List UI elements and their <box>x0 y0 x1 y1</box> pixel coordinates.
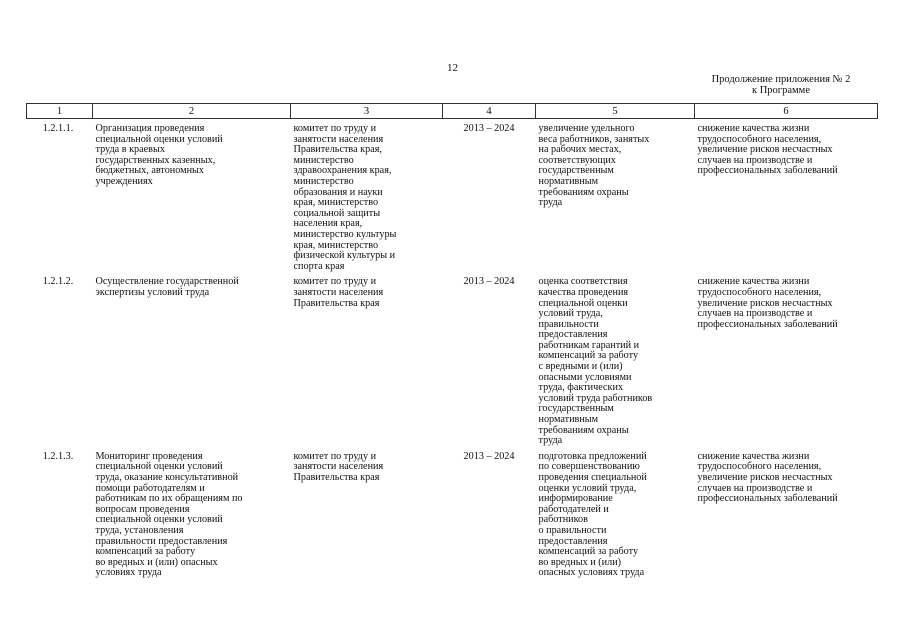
period-cell: 2013 – 2024 <box>463 123 515 134</box>
cell-text-line: края, министерство <box>293 197 379 209</box>
cell-text-line: специальной оценки условий <box>95 514 223 526</box>
cell-text-line: оценки условий труда, <box>538 482 637 494</box>
cell-text-line: Правительства края <box>293 472 380 483</box>
item-number-cell: 1.2.1.2. <box>42 276 74 288</box>
cell-text-line: трудоспособного населения, <box>697 286 822 298</box>
cell-text-line: здравоохранения края, <box>293 165 392 177</box>
cell-text-line: работникам гарантий и <box>538 339 640 351</box>
cell-text-line: по совершенствованию <box>538 461 640 473</box>
cell-text-line: физической культуры и <box>293 250 396 262</box>
cell-text-line: информирование <box>538 493 613 505</box>
cell-text-line: на рабочих местах, <box>538 144 622 156</box>
cell-text-line: во вредных и (или) <box>538 556 622 568</box>
cell-text-line: Правительства края, <box>293 144 382 156</box>
cell-text-line: вопросам проведения <box>95 503 190 515</box>
executor-cell <box>291 119 443 276</box>
cell-text-line: компенсаций за работу <box>95 546 196 558</box>
cell-text-line: министерство культуры <box>293 228 397 240</box>
cell-text-line: правильности предоставления <box>95 535 228 547</box>
cell-text-line: учреждениях <box>95 175 153 187</box>
consequences-cell <box>695 450 878 582</box>
table-row <box>27 119 878 276</box>
cell-text-line: требованиям охраны <box>538 186 629 198</box>
cell-text-line: компенсаций за работу <box>538 546 639 558</box>
cell-text-line: труда, фактических <box>538 382 624 394</box>
cell-text-line: спорта края <box>293 260 345 272</box>
cell-text-line: профессиональных заболеваний <box>697 318 838 330</box>
cell-text-line: снижение качества жизни <box>697 123 810 134</box>
cell-text-line: увеличение удельного <box>538 123 635 134</box>
cell-text-line: случаев на производстве и <box>697 154 813 166</box>
cell-text-line: оценка соответствия <box>538 276 628 288</box>
cell-text-line: соответствующих <box>538 154 616 166</box>
cell-text-line: государственных казенных, <box>95 154 216 166</box>
cell-text-line: занятости населения <box>293 461 384 473</box>
cell-text-line: бюджетных, автономных <box>95 165 204 177</box>
cell-text-line: проведения специальной <box>538 472 647 483</box>
activity-name-cell <box>93 275 291 450</box>
cell-text-line: труда в краевых <box>95 144 165 156</box>
cell-text-line: населения края, <box>293 218 363 230</box>
consequences-cell <box>695 275 878 450</box>
cell-text-line: экспертизы условий труда <box>95 286 210 298</box>
cell-text-line: занятости населения <box>293 133 384 145</box>
table-row <box>27 450 878 582</box>
cell-text-line: предоставления <box>538 535 608 547</box>
cell-text-line: государственным <box>538 165 614 177</box>
table-body <box>27 119 878 582</box>
appendix-note-line2: к Программе <box>752 85 810 96</box>
cell-text-line: министерство <box>293 154 354 166</box>
consequences-cell <box>695 119 878 276</box>
cell-text-line: Мониторинг проведения <box>95 450 203 462</box>
appendix-note <box>690 74 872 96</box>
cell-text-line: Правительства края <box>293 297 380 309</box>
item-number-cell: 1.2.1.1. <box>42 123 74 134</box>
cell-text-line: компенсаций за работу <box>538 350 639 362</box>
cell-text-line: трудоспособного населения, <box>697 461 822 473</box>
period-cell: 2013 – 2024 <box>463 276 515 288</box>
cell-text-line: труда, оказание консультативной <box>95 472 239 483</box>
cell-text-line: увеличение рисков несчастных <box>697 472 833 483</box>
cell-text-line: работодателей и <box>538 503 609 515</box>
cell-text-line: предоставления <box>538 329 608 341</box>
cell-text-line: увеличение рисков несчастных <box>697 144 833 156</box>
executor-cell <box>291 450 443 582</box>
cell-text-line: края, министерство <box>293 239 379 251</box>
cell-text-line: комитет по труду и <box>293 276 377 288</box>
cell-text-line: трудоспособного населения, <box>697 133 822 145</box>
cell-text-line: опасными условиями <box>538 371 632 383</box>
cell-text-line: профессиональных заболеваний <box>697 165 838 177</box>
cell-text-line: занятости населения <box>293 286 384 298</box>
column-header-3: 3 <box>291 104 443 119</box>
cell-text-line: условий труда, <box>538 308 603 320</box>
column-header-6: 6 <box>695 104 878 119</box>
cell-text-line: нормативным <box>538 175 599 187</box>
cell-text-line: Организация проведения <box>95 123 205 134</box>
column-header-1: 1 <box>27 104 93 119</box>
cell-text-line: Осуществление государственной <box>95 276 239 288</box>
cell-text-line: специальной оценки условий <box>95 461 223 473</box>
cell-text-line: увеличение рисков несчастных <box>697 297 833 309</box>
program-table <box>26 103 878 582</box>
expected-result-cell <box>536 275 695 450</box>
cell-text-line: специальной оценки условий <box>95 133 223 145</box>
cell-text-line: комитет по труду и <box>293 123 377 134</box>
cell-text-line: комитет по труду и <box>293 450 377 462</box>
cell-text-line: труда, установления <box>95 524 184 536</box>
cell-text-line: условиях труда <box>95 567 162 579</box>
column-header-2: 2 <box>93 104 291 119</box>
cell-text-line: нормативным <box>538 414 599 426</box>
expected-result-cell <box>536 119 695 276</box>
executor-cell <box>291 275 443 450</box>
cell-text-line: министерство <box>293 175 354 187</box>
cell-text-line: специальной оценки <box>538 297 628 309</box>
cell-text-line: с вредными и (или) <box>538 361 623 373</box>
cell-text-line: требованиям охраны <box>538 424 629 436</box>
cell-text-line: образования и науки <box>293 186 383 198</box>
cell-text-line: профессиональных заболеваний <box>697 493 838 505</box>
appendix-note-line1: Продолжение приложения № 2 <box>711 74 851 85</box>
item-number-cell: 1.2.1.3. <box>42 450 74 462</box>
column-header-5: 5 <box>536 104 695 119</box>
cell-text-line: социальной защиты <box>293 207 381 219</box>
column-header-4: 4 <box>443 104 536 119</box>
cell-text-line: снижение качества жизни <box>697 276 810 288</box>
activity-name-cell <box>93 450 291 582</box>
cell-text-line: опасных условиях труда <box>538 567 645 579</box>
cell-text-line: случаев на производстве и <box>697 482 813 494</box>
cell-text-line: государственным <box>538 403 614 415</box>
cell-text-line: веса работников, занятых <box>538 133 650 145</box>
table-row <box>27 275 878 450</box>
cell-text-line: работников <box>538 514 588 526</box>
cell-text-line: работникам по их обращениям по <box>95 493 243 505</box>
cell-text-line: условий труда работников <box>538 392 653 404</box>
cell-text-line: помощи работодателям и <box>95 482 205 494</box>
cell-text-line: труда <box>538 197 563 209</box>
cell-text-line: снижение качества жизни <box>697 450 810 462</box>
activity-name-cell <box>93 119 291 276</box>
cell-text-line: случаев на производстве и <box>697 308 813 320</box>
cell-text-line: качества проведения <box>538 286 629 298</box>
page-number: 12 <box>447 62 458 74</box>
table-header-row <box>27 104 878 119</box>
cell-text-line: труда <box>538 435 563 447</box>
cell-text-line: правильности <box>538 318 599 330</box>
period-cell: 2013 – 2024 <box>463 450 515 462</box>
cell-text-line: о правильности <box>538 524 607 536</box>
cell-text-line: подготовка предложений <box>538 450 647 462</box>
cell-text-line: во вредных и (или) опасных <box>95 556 218 568</box>
expected-result-cell <box>536 450 695 582</box>
